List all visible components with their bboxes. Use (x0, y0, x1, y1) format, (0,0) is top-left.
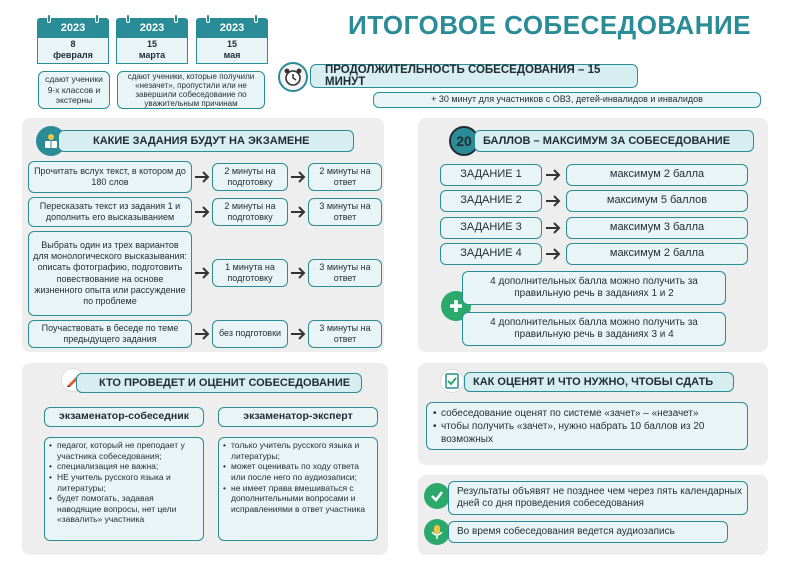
points-max-4: максимум 2 балла (566, 243, 748, 265)
grading-title-text: КАК ОЦЕНЯТ И ЧТО НУЖНО, ЧТОБЫ СДАТЬ (473, 376, 714, 388)
list-item: • будет помогать, задавая наводящие вопросы, нет цели «завалить» участника (49, 493, 199, 525)
arrow-right-icon (545, 221, 561, 235)
task-row-1-prep: 2 минуты на подготовку (212, 163, 288, 191)
extra-points-1: 4 дополнительных балла можно получить за правильную речь в заданиях 1 и 2 (462, 271, 726, 305)
arrow-right-icon (290, 266, 306, 280)
tasks-title (58, 130, 354, 152)
points-max-2: максимум 5 баллов (566, 190, 748, 212)
duration-note: + 30 минут для участников с ОВЗ, детей-инвалидов и инвалидов (373, 92, 761, 108)
calendar-day: 15 (226, 39, 237, 49)
checkmark-icon (424, 483, 450, 509)
arrow-right-icon (194, 266, 210, 280)
tasks-title-text: КАКИЕ ЗАДАНИЯ БУДУТ НА ЭКЗАМЕНЕ (93, 135, 310, 147)
task-row-1-answer: 2 минуты на ответ (308, 163, 382, 191)
list-item: • может оценивать по ходу ответа или после него по аудиозаписи; (223, 461, 373, 482)
calendar-year: 2023 (219, 22, 245, 34)
points-max-1: максимум 2 балла (566, 164, 748, 186)
list-item: • только учитель русского языка и литературы; (223, 440, 373, 461)
role-interviewer-list (44, 437, 204, 541)
arrow-right-icon (290, 170, 306, 184)
duration-title-text: ПРОДОЛЖИТЕЛЬНОСТЬ СОБЕСЕДОВАНИЯ – 15 МИНУТ (325, 64, 601, 88)
calendar-month: февраля (53, 50, 93, 61)
points-title-text: БАЛЛОВ – МАКСИМУМ ЗА СОБЕСЕДОВАНИЕ (483, 135, 731, 147)
grading-list (426, 402, 748, 450)
task-row-1-text: Прочитать вслух текст, в котором до 180 слов (28, 161, 192, 193)
calendar-month: марта (138, 50, 166, 61)
calendar-feb (37, 18, 109, 64)
calendar-may (196, 18, 268, 64)
task-row-4-prep: без подготовки (212, 320, 288, 348)
duration-title (310, 64, 638, 88)
calendar-year: 2023 (139, 22, 165, 34)
list-item: • не имеет права вмешиваться с дополнительными вопросами и исправлениями в ответ участника (223, 483, 373, 515)
list-item: • чтобы получить «зачет», нужно набрать 10 баллов из 20 возможных (433, 420, 741, 446)
points-task-4: ЗАДАНИЕ 4 (440, 243, 542, 265)
task-row-2-text: Пересказать текст из задания 1 и дополнить его высказыванием (28, 197, 192, 227)
arrow-right-icon (194, 327, 210, 341)
task-row-4-answer: 3 минуты на ответ (308, 320, 382, 348)
task-row-4-text: Поучаствовать в беседе по теме предыдущего задания (28, 320, 192, 348)
task-row-2-answer: 3 минуты на ответ (308, 198, 382, 226)
who-title-text: КТО ПРОВЕДЕТ И ОЦЕНИТ СОБЕСЕДОВАНИЕ (99, 377, 351, 389)
task-row-3-text: Выбрать один из трех вариантов для монологического высказывания: описать фотографию, подготовить повествование на основе жизненного опыта или рассуждение по проблеме (28, 231, 192, 316)
calendar-mar (116, 18, 188, 64)
arrow-right-icon (545, 247, 561, 261)
who-title (76, 373, 362, 393)
task-row-3-answer: 3 минуты на ответ (308, 259, 382, 287)
checklist-icon (440, 369, 464, 393)
points-max-3: максимум 3 балла (566, 217, 748, 239)
audio-note: Во время собеседования ведется аудиозапись (448, 521, 728, 543)
points-badge-value: 20 (456, 133, 472, 149)
page-title: ИТОГОВОЕ СОБЕСЕДОВАНИЕ (348, 10, 751, 40)
points-task-1: ЗАДАНИЕ 1 (440, 164, 542, 186)
calendar-year: 2023 (60, 22, 86, 34)
microphone-icon (424, 519, 450, 545)
role-interviewer: экзаменатор-собеседник (44, 407, 204, 427)
extra-points-2: 4 дополнительных балла можно получить за правильную речь в заданиях 3 и 4 (462, 312, 726, 346)
arrow-right-icon (545, 194, 561, 208)
arrow-right-icon (290, 205, 306, 219)
alarm-clock-icon (278, 62, 308, 92)
role-expert-list (218, 437, 378, 541)
calendar-day: 15 (146, 39, 157, 49)
task-row-2-prep: 2 минуты на подготовку (212, 198, 288, 226)
grading-title (464, 372, 734, 392)
arrow-right-icon (194, 205, 210, 219)
calendar-month: мая (223, 50, 241, 61)
results-note: Результаты объявят не позднее чем через пять календарных дней со дня проведения собеседования (448, 481, 748, 515)
task-row-3-prep: 1 минута на подготовку (212, 259, 288, 287)
date-desc-mar: сдают ученики, которые получили «незачет», пропустили или не завершили собеседование по уважительным причинам (117, 71, 265, 109)
list-item: • собеседование оценят по системе «зачет» – «незачет» (433, 407, 741, 420)
arrow-right-icon (545, 168, 561, 182)
list-item: • НЕ учитель русского языка и литературы; (49, 472, 199, 493)
list-item: • специализация не важна; (49, 461, 199, 472)
points-task-2: ЗАДАНИЕ 2 (440, 190, 542, 212)
date-desc-feb: сдают ученики 9-х классов и экстерны (38, 71, 110, 109)
role-expert: экзаменатор-эксперт (218, 407, 378, 427)
list-item: • педагог, который не преподает у участника собеседования; (49, 440, 199, 461)
arrow-right-icon (194, 170, 210, 184)
calendar-day: 8 (70, 39, 76, 49)
points-title (474, 130, 754, 152)
arrow-right-icon (290, 327, 306, 341)
points-task-3: ЗАДАНИЕ 3 (440, 217, 542, 239)
